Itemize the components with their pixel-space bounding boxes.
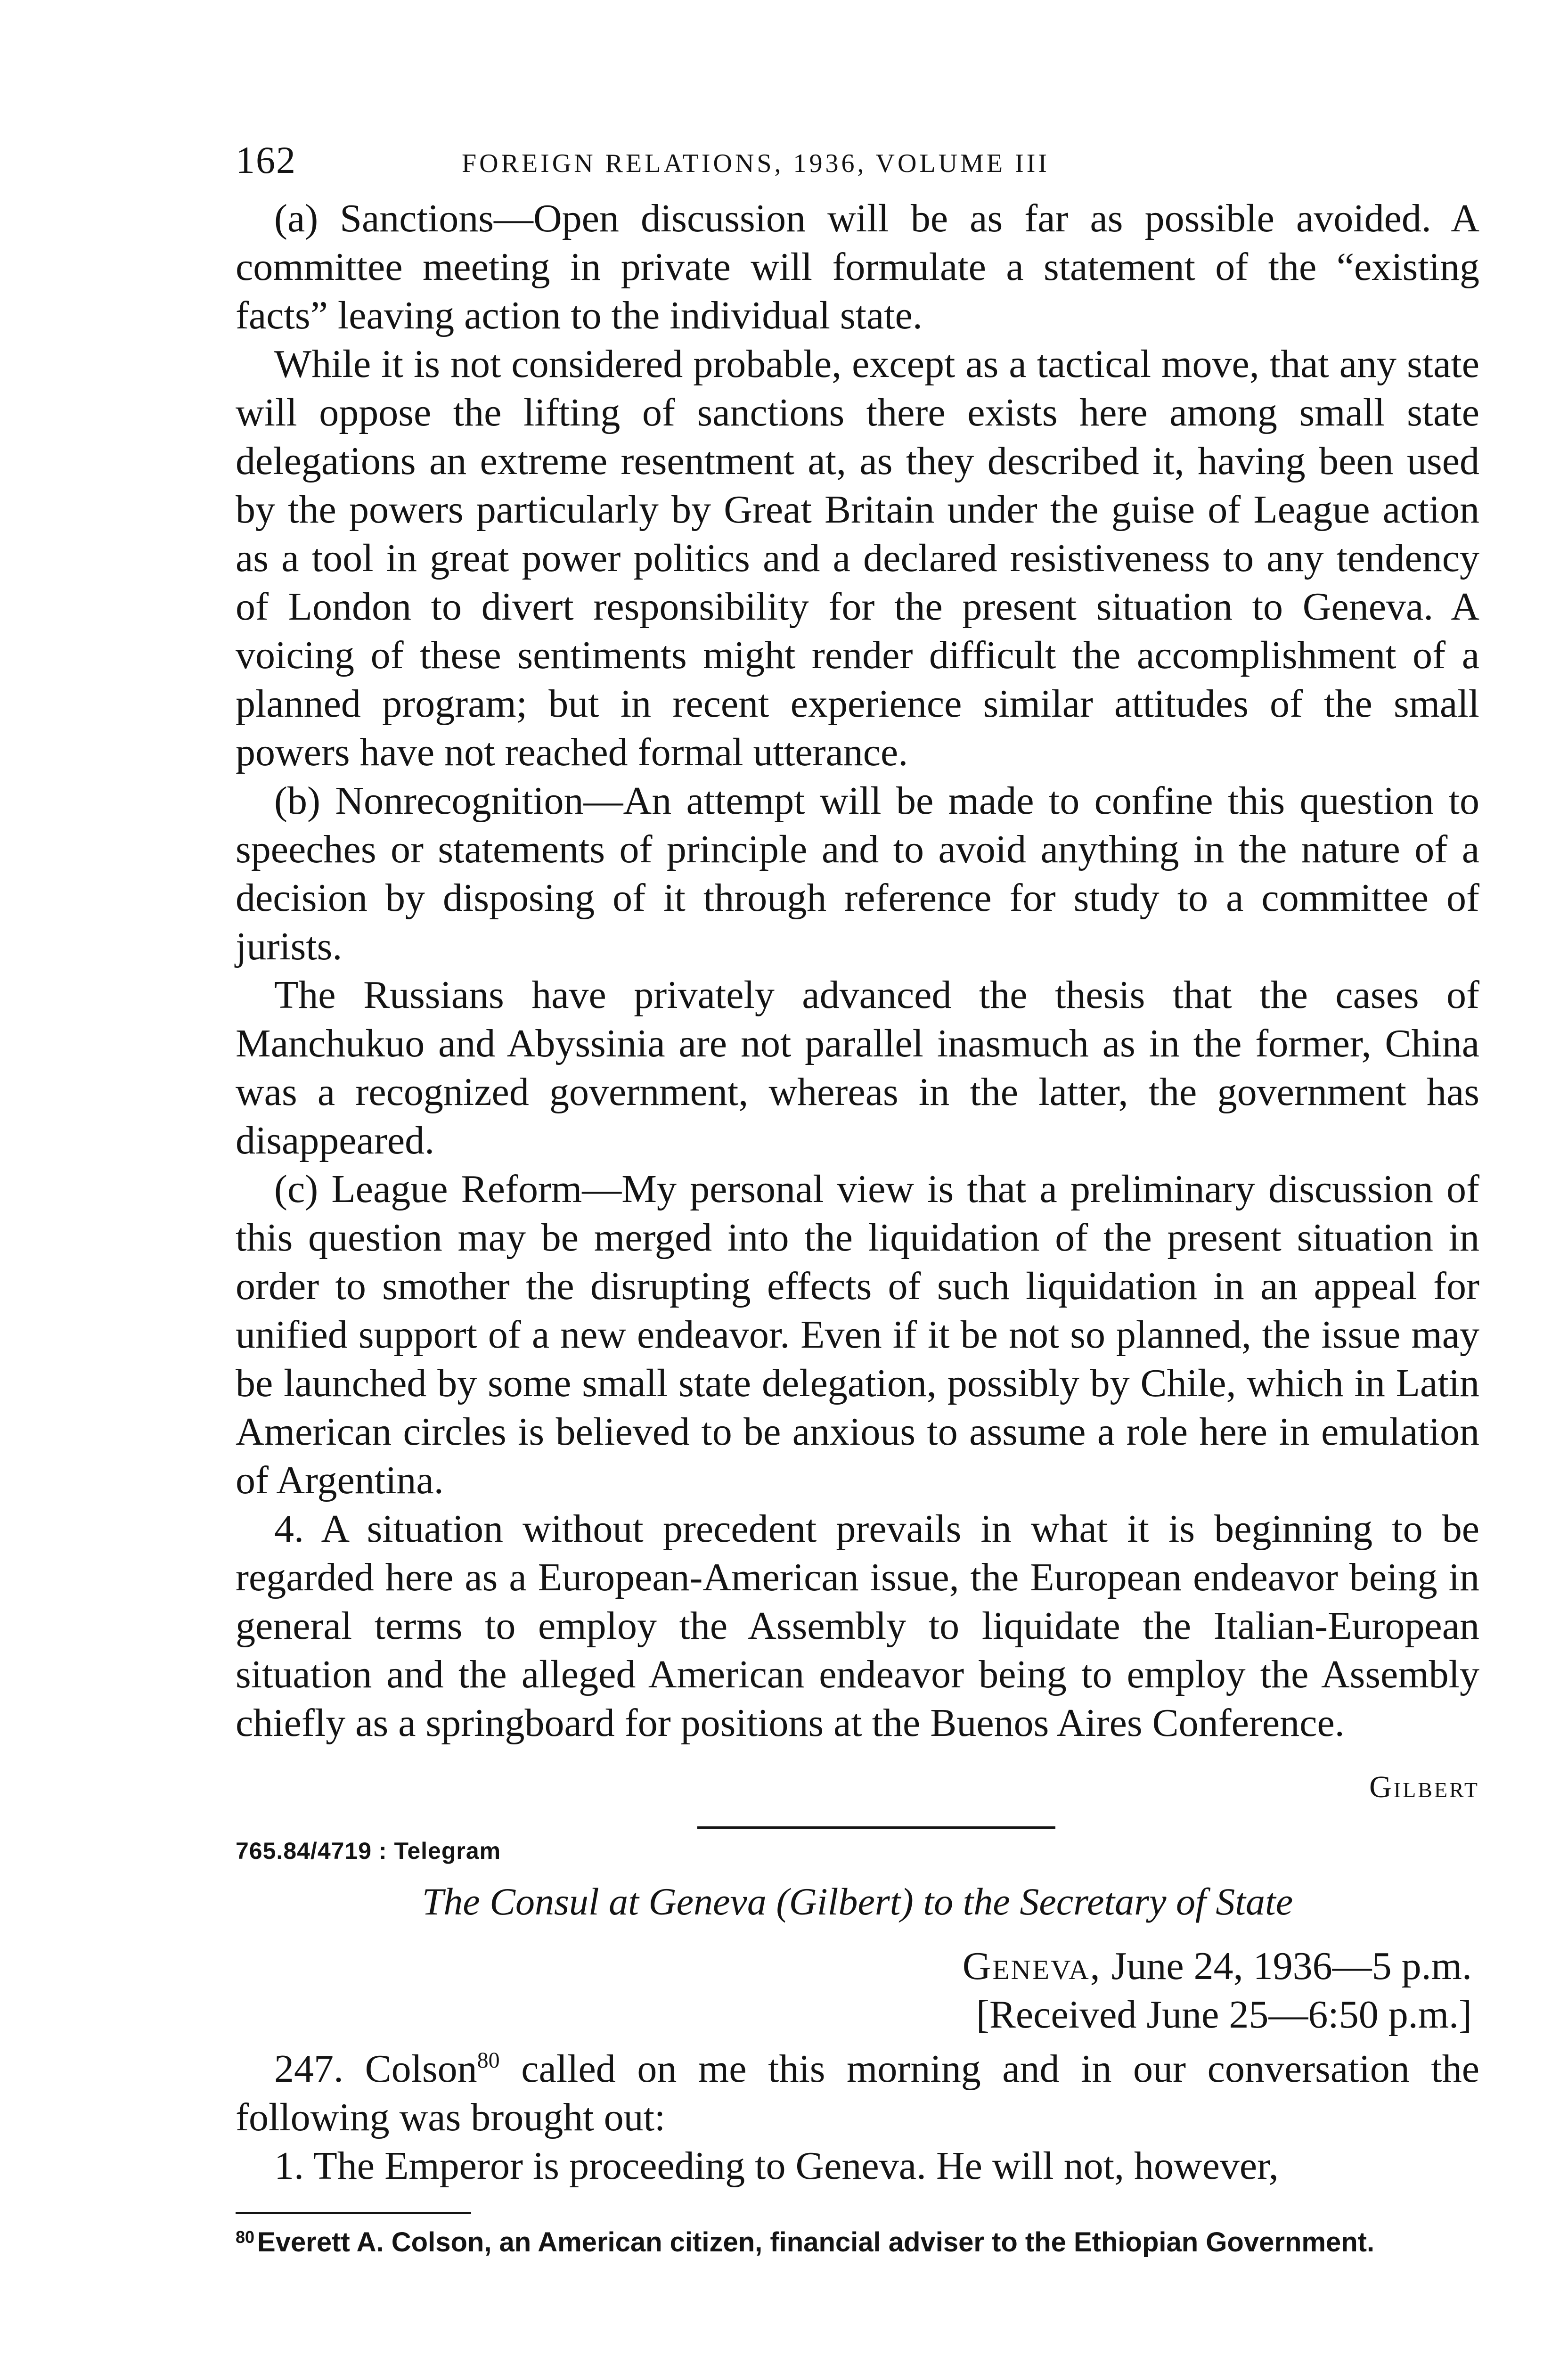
body-paragraph: (a) Sanctions—Open discussion will be as far as possible avoided. A committee meeting in private will formulate a statement of the “existing facts” leaving action to the individual state. <box>236 196 1479 337</box>
body-paragraph: 4. A situation without precedent prevails in what it is beginning to be regarded here as a European-American issue, the European endeavor being in general terms to employ the Assembly to liquidate the Italian-European situation and the alleged American endeavor being to employ the Assembly chiefly as a springboard for positions at the Buenos Aires Conference. <box>236 1507 1479 1745</box>
telegram-paragraph: 1. The Emperor is proceeding to Geneva. He will not, however, <box>274 2144 1279 2188</box>
document-page <box>236 137 1479 2259</box>
document-heading: The Consul at Geneva (Gilbert) to the Secretary of State <box>422 1880 1293 1923</box>
signature: Gilbert <box>1369 1770 1479 1804</box>
telegram-para-rest: called on me this morning and in our conversation the following was brought out: <box>236 2047 1479 2139</box>
footnote-text: Everett A. Colson, an American citizen, financial adviser to the Ethiopian Government. <box>257 2227 1375 2258</box>
body-paragraph: (c) League Reform—My personal view is that a preliminary discussion of this question may be merged into the liquidation of the present situation in order to smother the disrupting effects of such liquidation in an appeal for unified support of a new endeavor. Even if it be not so planned, the issue may be launched by some small state delegation, possibly by Chile, which in Latin American circles is believed to be anxious to assume a role here in emulation of Argentina. <box>236 1167 1479 1502</box>
telegram-para-start: 247. Colson <box>274 2047 477 2091</box>
dateline <box>236 1942 1479 2039</box>
dateline-received: [Received June 25—6:50 p.m.] <box>976 1993 1472 2037</box>
body-text <box>236 194 1479 1747</box>
footnote <box>236 2225 1479 2259</box>
body-paragraph: The Russians have privately advanced the thesis that the cases of Manchukuo and Abyssinia are not parallel inasmuch as in the former, China was a recognized government, whereas in the latter, the government has disappeared. <box>236 973 1479 1162</box>
telegram-paragraph <box>236 2045 1479 2142</box>
dateline-date: June 24, 1936—5 p.m. <box>1101 1944 1472 1988</box>
running-head: FOREIGN RELATIONS, 1936, VOLUME III <box>462 149 1050 178</box>
file-reference: 765.84/4719 : Telegram <box>236 1838 501 1864</box>
footnote-reference[interactable]: 80 <box>477 2048 500 2073</box>
footnote-number: 80 <box>236 2227 255 2247</box>
body-paragraph: (b) Nonrecognition—An attempt will be made to confine this question to speeches or statements of principle and to avoid anything in the nature of a decision by disposing of it through reference for study to a committee of jurists. <box>236 779 1479 968</box>
page-header <box>236 137 1479 184</box>
footnote-divider <box>236 2212 471 2214</box>
body-paragraph: While it is not considered probable, except as a tactical move, that any state will oppose the lifting of sanctions there exists here among small state delegations an extreme resentment at, as they described it, having been used by the powers particularly by Great Britain under the guise of League action as a tool in great power politics and a declared resistiveness to any tendency of London to divert responsibility for the present situation to Geneva. A voicing of these sentiments might render difficult the accomplishment of a planned program; but in recent experience similar attitudes of the small powers have not reached formal utterance. <box>236 342 1479 774</box>
page-number: 162 <box>236 139 296 181</box>
telegram-text <box>236 2045 1479 2190</box>
section-divider <box>697 1826 1055 1829</box>
dateline-place: Geneva, <box>962 1944 1102 1988</box>
dateline-sent <box>236 1942 1472 1990</box>
